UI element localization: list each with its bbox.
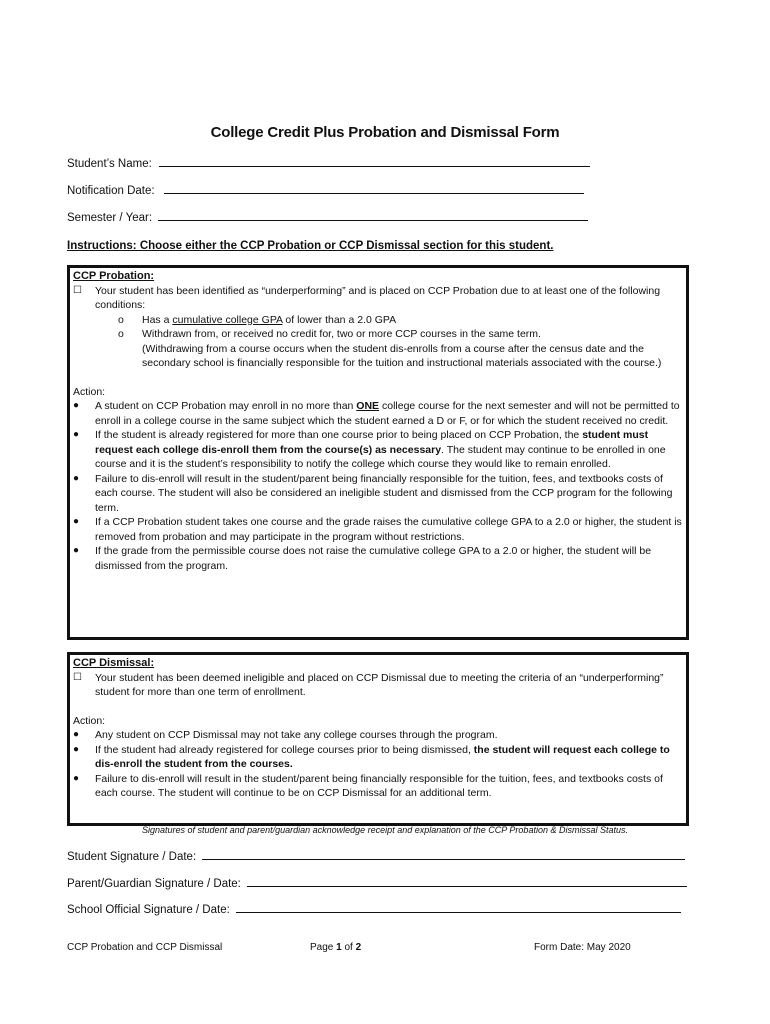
cumulative-gpa-link: cumulative college GPA <box>172 313 283 326</box>
dismissal-checkbox-text: Your student has been deemed ineligible and placed on CCP Dismissal due to meeting the criteria of an “underperforming” student for more than one term of enrollment. <box>95 671 664 698</box>
parent-signature-field[interactable] <box>67 876 687 890</box>
bullet-icon: ● <box>73 729 80 740</box>
semester-year-field[interactable] <box>67 210 588 224</box>
signature-note: Signatures of student and parent/guardian acknowledge receipt and explanation of the CCP Probation & Dismissal Status. <box>142 825 628 835</box>
bullet-icon: ● <box>73 429 80 440</box>
probation-checkbox-row[interactable] <box>73 284 684 313</box>
probation-action-label: Action: <box>73 385 106 398</box>
notification-date-label: Notification Date: <box>67 185 155 197</box>
notification-date-field[interactable] <box>67 183 584 197</box>
student-name-label: Student’s Name: <box>67 158 152 170</box>
notification-date-line[interactable] <box>164 183 584 194</box>
student-name-field[interactable] <box>67 156 590 170</box>
probation-section <box>67 265 689 640</box>
bullet-icon: ● <box>73 743 80 755</box>
semester-year-label: Semester / Year: <box>67 212 153 224</box>
action-1-pre: A student on CCP Probation may enroll in no more than <box>95 400 357 412</box>
probation-action-2 <box>73 428 684 472</box>
action-4-text: If a CCP Probation student takes one course and the grade raises the cumulative college GPA to a 2.0 or higher, the student is removed from probation and may participate in the program without restrictions. <box>95 516 682 543</box>
probation-action-1 <box>73 399 684 428</box>
instructions-text: Instructions: Choose either the CCP Probation or CCP Dismissal section for this student. <box>67 240 554 252</box>
student-signature-label: Student Signature / Date: <box>67 851 197 863</box>
footer-page-number <box>310 942 361 953</box>
bullet-icon: ● <box>73 545 80 556</box>
student-name-line[interactable] <box>159 156 590 167</box>
page-current: 1 <box>336 942 342 953</box>
checkbox-icon[interactable]: ☐ <box>73 671 82 683</box>
probation-checkbox-text: Your student has been identified as “underperforming” and is placed on CCP Probation due to at least one of the following conditions: <box>95 284 661 311</box>
condition-2-note: (Withdrawing from a course occurs when the student dis-enrolls from a course after the census date and the secondary school is financially responsible for the tuition and instructional materials associated with the course.) <box>142 342 662 369</box>
official-signature-field[interactable] <box>67 902 681 916</box>
condition-1-text-post: of lower than a 2.0 GPA <box>282 313 397 326</box>
student-signature-line[interactable] <box>202 849 685 860</box>
dismissal-action-3 <box>73 772 684 801</box>
parent-signature-label: Parent/Guardian Signature / Date: <box>67 878 241 890</box>
official-signature-line[interactable] <box>236 902 681 913</box>
dismissal-section <box>67 652 689 826</box>
probation-heading: CCP Probation: <box>73 270 155 282</box>
condition-1-text-pre: Has a <box>142 313 173 326</box>
dismissal-action-2-pre: If the student had already registered for college courses prior to being dismissed, <box>95 743 474 756</box>
checkbox-icon[interactable]: ☐ <box>73 284 82 296</box>
action-3-text: Failure to dis-enroll will result in the student/parent being financially responsible for the tuition, fees, and textbooks costs of each course. The student will also be considered an ineligible student and dismissed from the CCP program for the following term. <box>95 472 673 514</box>
action-1-emphasis: ONE <box>356 400 380 412</box>
footer-form-date: Form Date: May 2020 <box>534 942 631 953</box>
footer-left: CCP Probation and CCP Dismissal <box>67 942 223 953</box>
dismissal-action-1-text: Any student on CCP Dismissal may not take any college courses through the program. <box>95 729 498 741</box>
page-label: Page <box>310 942 337 953</box>
bullet-icon: ● <box>73 516 80 527</box>
page-total: 2 <box>355 942 362 953</box>
dismissal-action-2-bold: the student will request each college to dis-enroll the student from the courses. <box>95 743 670 770</box>
action-5-text: If the grade from the permissible course does not raise the cumulative college GPA to a 2.0 or higher, the student will be dismissed from the program. <box>95 545 652 572</box>
probation-condition-1 <box>73 313 684 328</box>
probation-action-5 <box>73 544 684 573</box>
action-2-pre: If the student is already registered for more than one course prior to being placed on CCP Probation, the <box>95 429 583 441</box>
form-title: College Credit Plus Probation and Dismissal Form <box>210 124 560 141</box>
dismissal-action-3-text: Failure to dis-enroll will result in the student/parent being financially responsible for the tuition, fees, and textbooks costs of each course. The student will continue to be on CCP Dismissal for an additional term. <box>95 772 663 799</box>
dismissal-heading: CCP Dismissal: <box>73 657 155 669</box>
dismissal-action-label: Action: <box>73 714 106 727</box>
sub-bullet-icon: o <box>118 313 124 326</box>
bullet-icon: ● <box>73 400 80 411</box>
probation-action-4 <box>73 515 684 544</box>
bullet-icon: ● <box>73 772 80 784</box>
probation-action-3 <box>73 472 684 516</box>
condition-2-text: Withdrawn from, or received no credit for, two or more CCP courses in the same term. <box>142 328 541 340</box>
student-signature-field[interactable] <box>67 849 685 863</box>
action-2-post: . The student may continue to be enrolled in one course and it is the student’s responsibility to notify the college which course they would like to remain enrolled. <box>95 443 666 470</box>
dismissal-action-2 <box>73 743 684 772</box>
bullet-icon: ● <box>73 472 80 484</box>
action-1-post: college course for the next semester and will not be permitted to enroll in a college course in the same subject which the student earned a D or F, or for which the student received no credit. <box>95 400 680 427</box>
dismissal-checkbox-row[interactable] <box>73 671 684 700</box>
parent-signature-line[interactable] <box>247 876 687 887</box>
semester-year-line[interactable] <box>158 210 588 221</box>
official-signature-label: School Official Signature / Date: <box>67 904 230 916</box>
page-of: of <box>341 942 356 953</box>
probation-condition-2 <box>73 327 684 342</box>
action-2-bold: student must request each college dis-enroll them from the course(s) as necessary <box>95 429 649 456</box>
dismissal-action-1 <box>73 728 684 743</box>
sub-bullet-icon: o <box>118 328 124 340</box>
